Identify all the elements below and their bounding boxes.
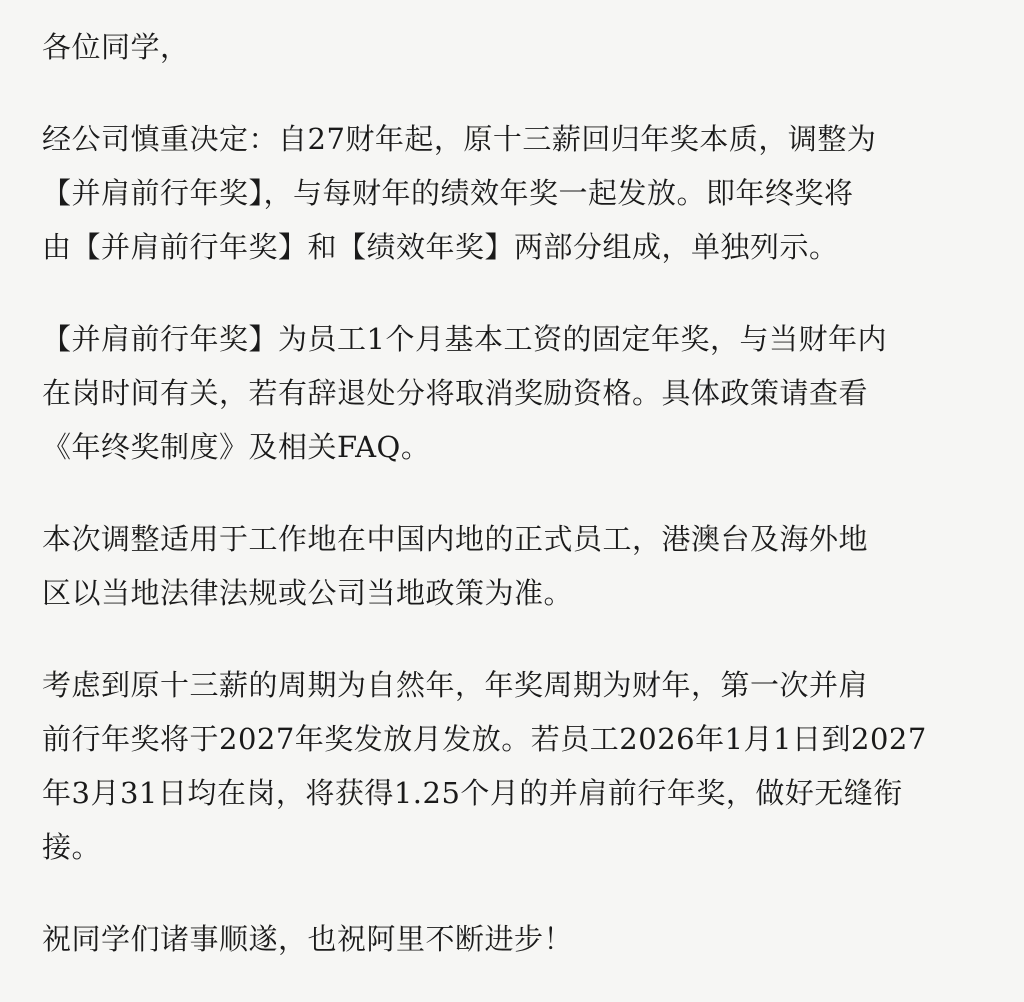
paragraph-line: 接。 <box>42 830 102 864</box>
paragraph-line: 经公司慎重决定：自27财年起，原十三薪回归年奖本质，调整为 <box>42 122 877 156</box>
paragraph-line: 《年终奖制度》及相关FAQ。 <box>42 430 431 464</box>
paragraph-line: 在岗时间有关，若有辞退处分将取消奖励资格。具体政策请查看 <box>42 376 869 410</box>
greeting: 各位同学， <box>42 30 190 64</box>
paragraph-line: 年3月31日均在岗，将获得1.25个月的并肩前行年奖，做好无缝衔 <box>42 776 903 810</box>
paragraph-2 <box>42 312 984 474</box>
paragraph-line: 由【并肩前行年奖】和【绩效年奖】两部分组成，单独列示。 <box>42 230 839 264</box>
paragraph-1 <box>42 112 984 274</box>
paragraph-4 <box>42 658 984 874</box>
paragraph-line: 【并肩前行年奖】为员工1个月基本工资的固定年奖，与当财年内 <box>42 322 887 356</box>
paragraph-line: 【并肩前行年奖】，与每财年的绩效年奖一起发放。即年终奖将 <box>42 176 854 210</box>
paragraph-line: 本次调整适用于工作地在中国内地的正式员工，港澳台及海外地 <box>42 522 869 556</box>
paragraph-line: 区以当地法律法规或公司当地政策为准。 <box>42 576 574 610</box>
paragraph-line: 考虑到原十三薪的周期为自然年，年奖周期为财年，第一次并肩 <box>42 668 869 702</box>
closing-line: 祝同学们诸事顺遂，也祝阿里不断进步！ <box>42 922 574 956</box>
paragraph-3 <box>42 512 984 620</box>
paragraph-line: 前行年奖将于2027年奖发放月发放。若员工2026年1月1日到2027 <box>42 722 927 756</box>
